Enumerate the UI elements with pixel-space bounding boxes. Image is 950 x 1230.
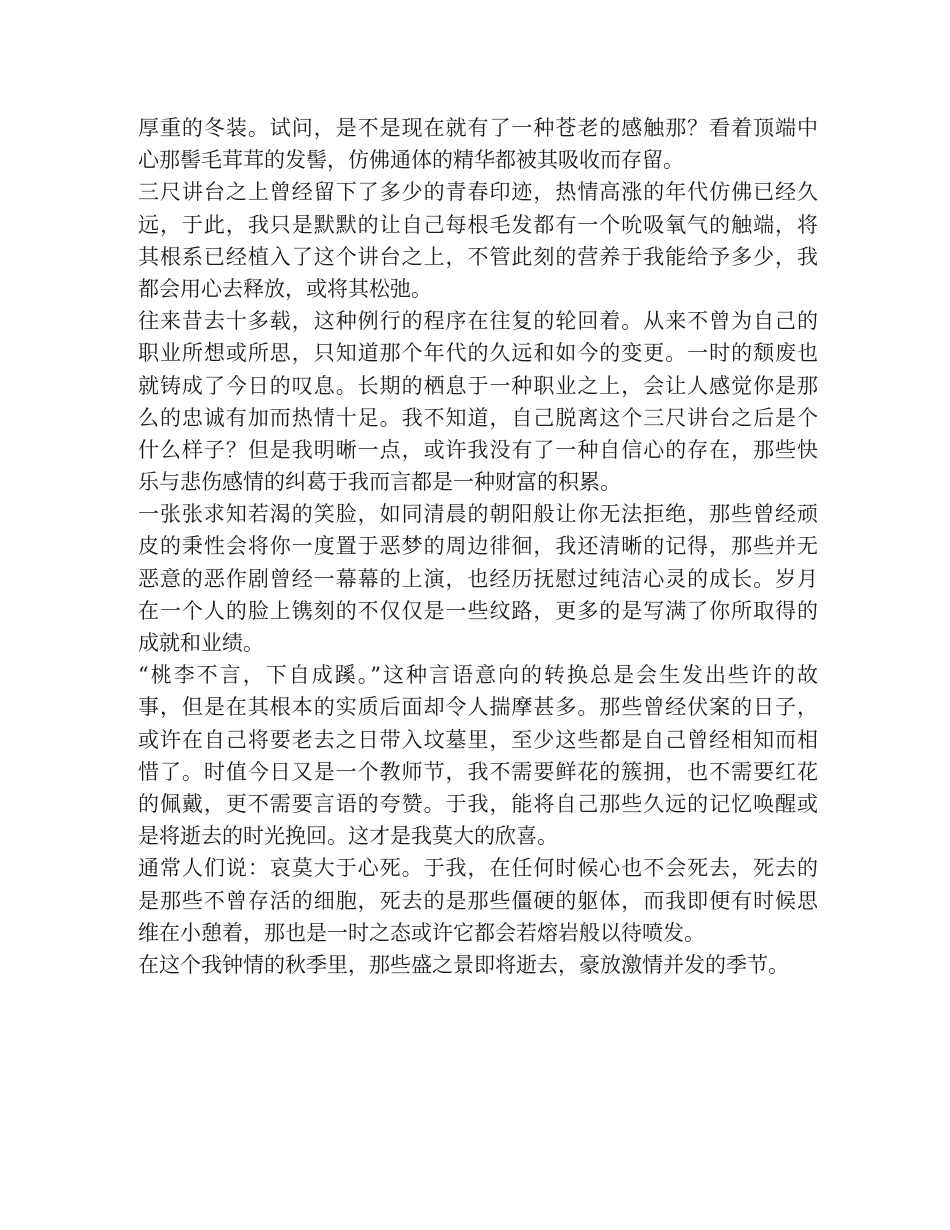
paragraph	[138, 112, 818, 176]
text-line: 往来昔去十多载，这种例行的程序在往复的轮回着。从来不曾为自己的	[138, 309, 818, 334]
paragraph	[138, 498, 818, 659]
paragraph	[138, 176, 818, 305]
text-line: 乐与悲伤感情的纠葛于我而言都是一种财富的积累。	[138, 470, 621, 495]
text-line: 什么样子？但是我明晰一点，或许我没有了一种自信心的存在，那些快	[138, 437, 818, 462]
text-line: 是将逝去的时光挽回。这才是我莫大的欣喜。	[138, 824, 558, 849]
text-line: “桃李不言，下自成蹊。”这种言语意向的转换总是会生发出些许的故	[138, 663, 818, 688]
text-line: 一张张求知若渴的笑脸，如同清晨的朝阳般让你无法拒绝，那些曾经顽	[138, 502, 818, 527]
text-line: 远，于此，我只是默默的让自己每根毛发都有一个吮吸氧气的触端，将	[138, 212, 818, 237]
paragraph	[138, 305, 818, 498]
text-line: 职业所想或所思，只知道那个年代的久远和如今的变更。一时的颓废也	[138, 341, 818, 366]
text-line: 皮的秉性会将你一度置于恶梦的周边徘徊，我还清晰的记得，那些并无	[138, 534, 818, 559]
text-line: 在这个我钟情的秋季里，那些盛之景即将逝去，豪放激情并发的季节。	[138, 952, 789, 977]
text-line: 都会用心去释放，或将其松弛。	[138, 276, 432, 301]
text-line: 维在小憩着，那也是一时之态或许它都会若熔岩般以待喷发。	[138, 920, 705, 945]
text-line: 惜了。时值今日又是一个教师节，我不需要鲜花的簇拥，也不需要红花	[138, 759, 818, 784]
text-line: 成就和业绩。	[138, 631, 264, 655]
text-line: 三尺讲台之上曾经留下了多少的青春印迹，热情高涨的年代仿佛已经久	[138, 180, 818, 205]
text-line: 心那髻毛茸茸的发髻，仿佛通体的精华都被其吸收而存留。	[138, 148, 684, 173]
text-line: 是那些不曾存活的细胞，死去的是那些僵硬的躯体，而我即便有时候思	[138, 888, 818, 913]
paragraph	[138, 659, 818, 852]
text-line: 就铸成了今日的叹息。长期的栖息于一种职业之上，会让人感觉你是那	[138, 373, 818, 398]
text-line: 通常人们说：哀莫大于心死。于我，在任何时候心也不会死去，死去的	[138, 856, 818, 881]
text-line: 其根系已经植入了这个讲台之上，不管此刻的营养于我能给予多少，我	[138, 244, 818, 269]
text-line: 厚重的冬装。试问，是不是现在就有了一种苍老的感触那？看着顶端中	[138, 116, 818, 140]
paragraph	[138, 949, 818, 981]
text-line: 的佩戴，更不需要言语的夸赞。于我，能将自己那些久远的记忆唤醒或	[138, 791, 818, 816]
text-line: 恶意的恶作剧曾经一幕幕的上演，也经历抚慰过纯洁心灵的成长。岁月	[138, 566, 818, 591]
text-line: 么的忠诚有加而热情十足。我不知道，自己脱离这个三尺讲台之后是个	[138, 405, 818, 430]
text-line: 事，但是在其根本的实质后面却令人揣摩甚多。那些曾经伏案的日子，	[138, 695, 818, 720]
text-line: 在一个人的脸上镌刻的不仅仅是一些纹路，更多的是写满了你所取得的	[138, 598, 818, 623]
text-line: 或许在自己将要老去之日带入坟墓里，至少这些都是自己曾经相知而相	[138, 727, 818, 752]
article-body	[138, 112, 818, 981]
paragraph	[138, 852, 818, 949]
